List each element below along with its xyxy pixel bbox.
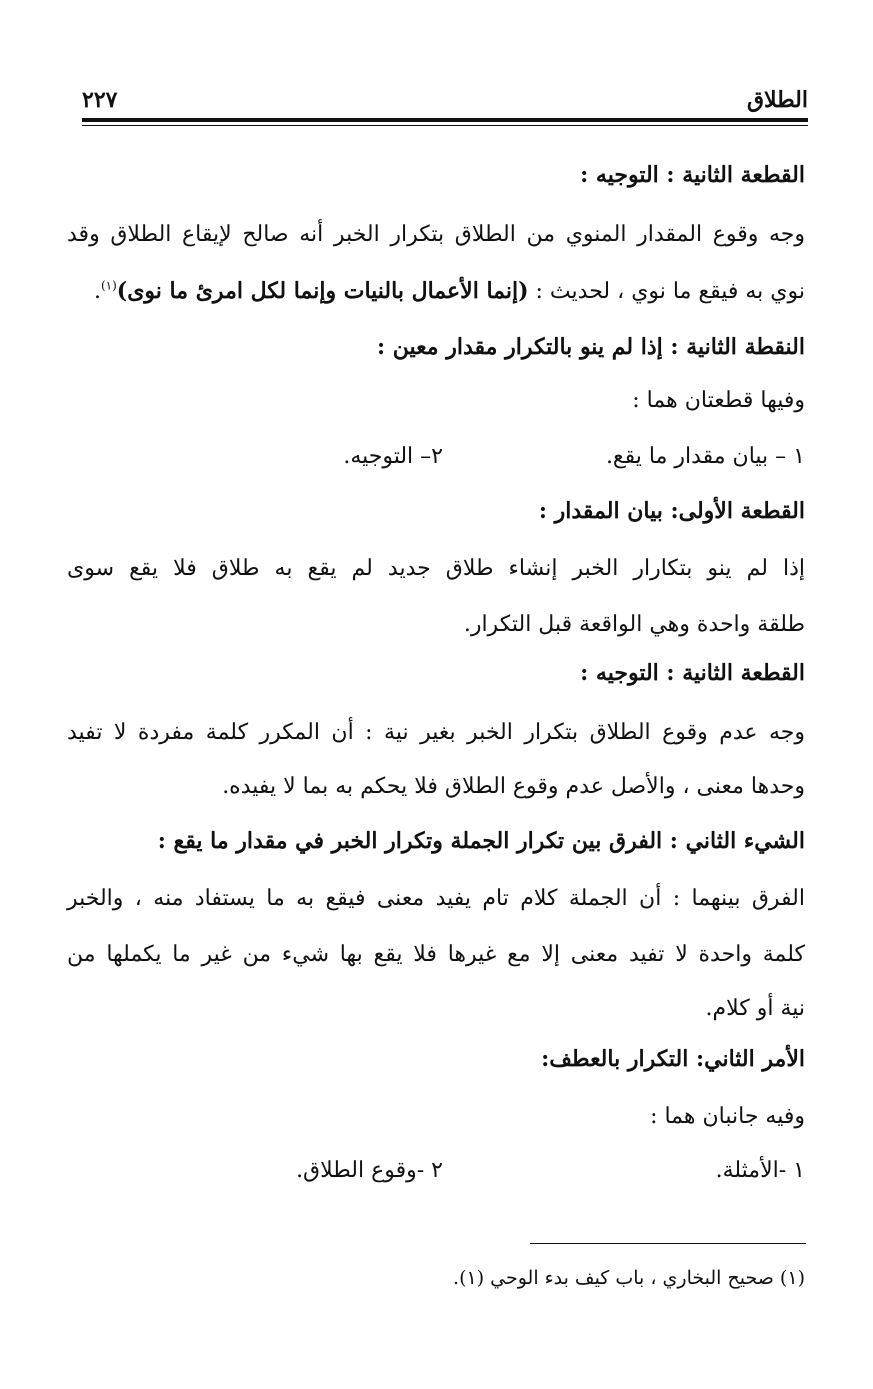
section-heading: النقطة الثانية : إذا لم ينو بالتكرار مقدار معين : <box>377 334 805 360</box>
section-heading: القطعة الأولى: بيان المقدار : <box>538 498 805 524</box>
header-rule-thin <box>82 125 808 126</box>
list-item-1: ١ -الأمثلة. <box>715 1158 805 1183</box>
body-line: إذا لم ينو بتكارار الخبر إنشاء طلاق جديد لم يقع به طلاق فلا يقع سوى <box>67 556 805 581</box>
section-heading: الأمر الثاني: التكرار بالعطف: <box>541 1046 805 1072</box>
body-line: نية أو كلام. <box>705 996 805 1021</box>
footnote-text: (١) صحيح البخاري ، باب كيف بدء الوحي (١). <box>453 1267 805 1289</box>
hadith-end: . <box>93 279 101 304</box>
header-title: الطلاق <box>746 87 808 113</box>
footnote-marker: (١) <box>100 278 117 293</box>
section-heading: القطعة الثانية : التوجيه : <box>580 660 805 686</box>
body-line-hadith <box>94 266 805 316</box>
footnote-separator <box>530 1243 806 1244</box>
body-line: وحدها معنى ، والأصل عدم وقوع الطلاق فلا يحكم به بما لا يفيده. <box>222 774 805 799</box>
page-number: ٢٢٧ <box>82 87 118 113</box>
body-line: الفرق بينهما : أن الجملة كلام تام يفيد معنى فيقع به ما يستفاد منه ، والخبر <box>67 886 805 911</box>
list-item-2: ٢– التوجيه. <box>343 444 443 469</box>
body-line: وجه عدم وقوع الطلاق بتكرار الخبر بغير نية : أن المكرر كلمة مفردة لا تفيد <box>67 720 805 745</box>
body-line: طلقة واحدة وهي الواقعة قبل التكرار. <box>463 612 805 637</box>
header-rule-thick <box>82 118 808 122</box>
body-line: وفيه جانبان هما : <box>650 1104 805 1129</box>
hadith-quote: (إنما الأعمال بالنيات وإنما لكل امرئ ما نوى) <box>116 278 529 304</box>
section-heading: القطعة الثانية : التوجيه : <box>580 162 805 188</box>
list-item-1: ١ – بيان مقدار ما يقع. <box>605 444 805 469</box>
section-heading: الشيء الثاني : الفرق بين تكرار الجملة وتكرار الخبر في مقدار ما يقع : <box>157 828 805 854</box>
body-line: وفيها قطعتان هما : <box>632 388 805 413</box>
body-line: وجه وقوع المقدار المنوي من الطلاق بتكرار الخبر أنه صالح لإيقاع الطلاق وقد <box>67 222 805 247</box>
list-item-2: ٢ -وقوع الطلاق. <box>296 1158 443 1183</box>
body-line: كلمة واحدة لا تفيد معنى إلا مع غيرها فلا يقع بها شيء من غير ما يكملها من <box>67 942 805 967</box>
running-header <box>82 84 808 116</box>
hadith-intro: نوي به فيقع ما نوي ، لحديث : <box>535 279 805 304</box>
